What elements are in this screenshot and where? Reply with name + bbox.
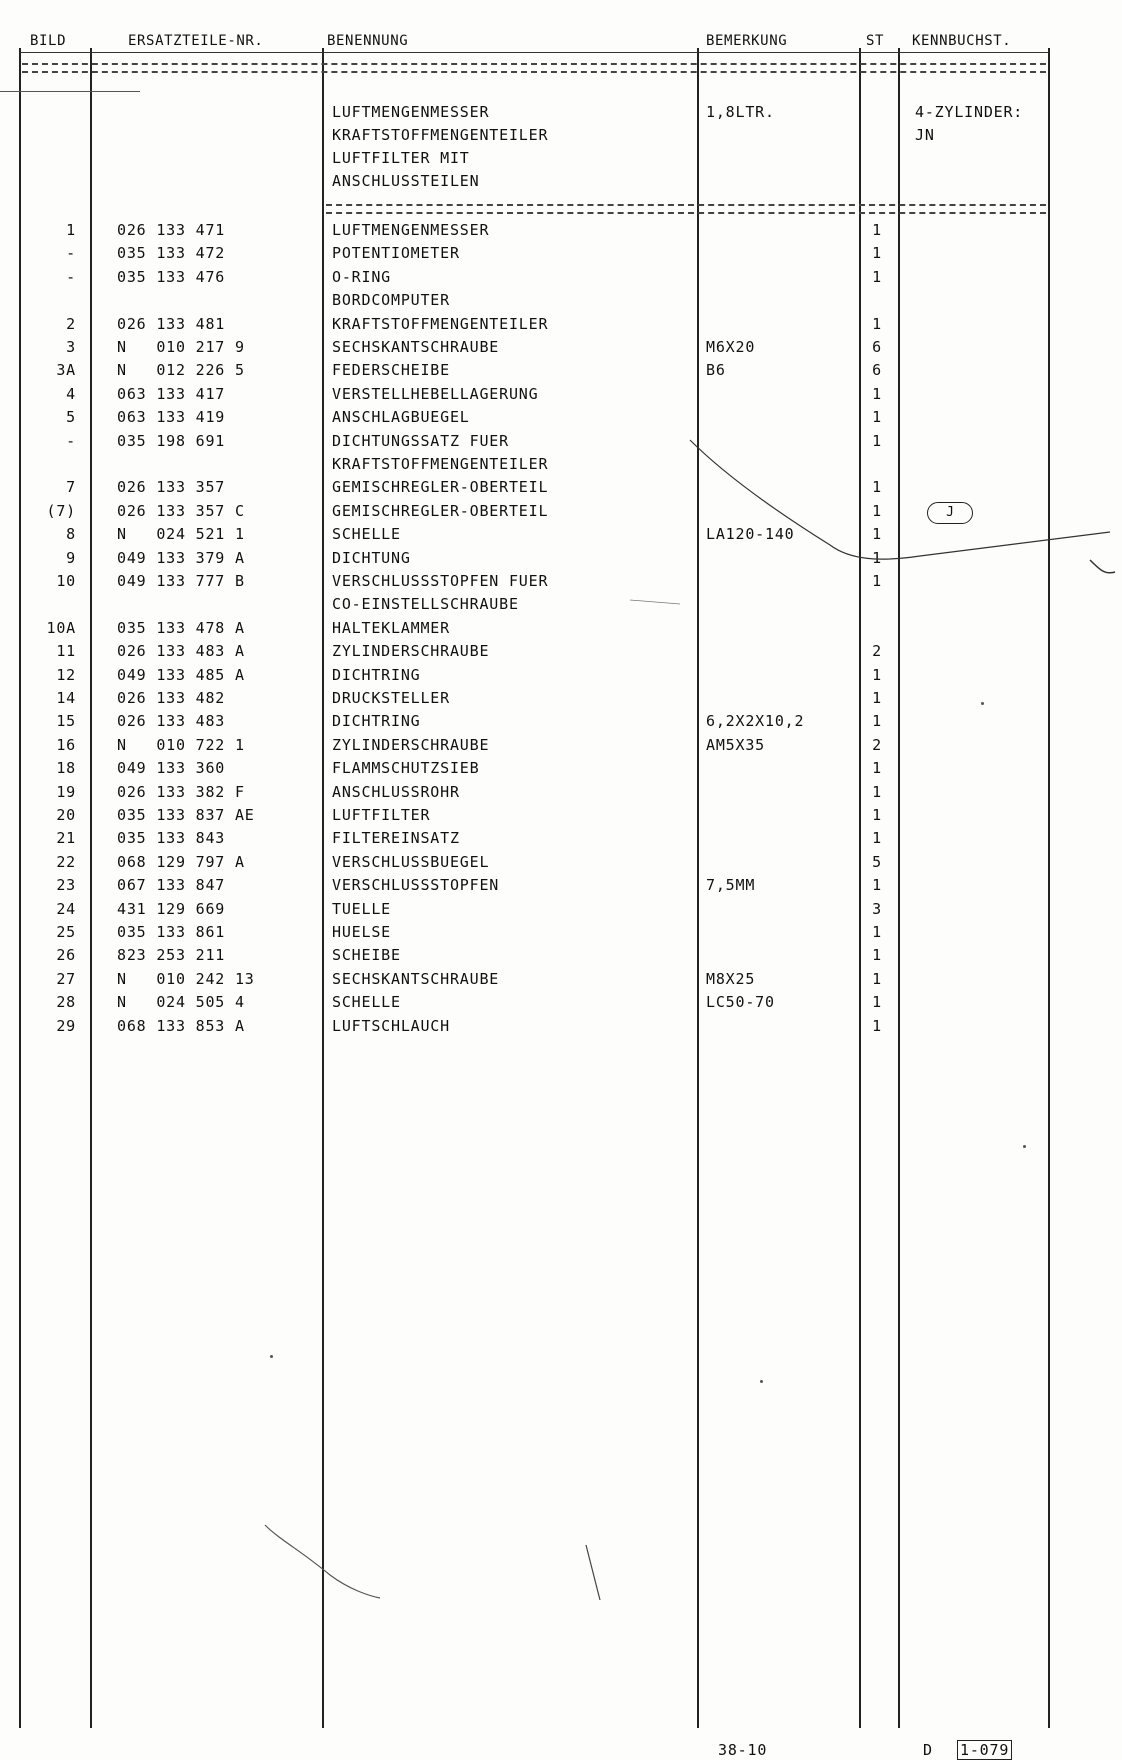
cell-bild: (7)	[46, 501, 76, 520]
scan-speck	[760, 1380, 763, 1383]
cell-part-number: 035 133 472	[117, 244, 226, 263]
cell-st: 1	[872, 408, 882, 427]
cell-st: 1	[872, 665, 882, 684]
cell-bild: -	[66, 267, 76, 286]
cell-bild: 9	[66, 548, 76, 567]
page-code-box	[957, 1741, 1012, 1759]
cell-bemerkung: B6	[706, 361, 726, 380]
section-kenn-line-1: 4-ZYLINDER:	[915, 103, 1024, 121]
cell-benennung: VERSCHLUSSSTOPFEN	[332, 876, 500, 895]
cell-part-number: N 010 217 9	[117, 338, 245, 356]
cell-bild: 10A	[46, 618, 76, 637]
cell-bemerkung: LC50-70	[706, 993, 775, 1012]
cell-bemerkung: 7,5MM	[706, 876, 756, 895]
column-line-bild	[90, 48, 92, 1728]
cell-part-number: N 010 242 13	[117, 969, 255, 988]
cell-st: 1	[872, 1016, 882, 1035]
header-separator	[22, 63, 1046, 65]
cell-benennung: VERSTELLHEBELLAGERUNG	[332, 384, 539, 403]
cell-benennung: GEMISCHREGLER-OBERTEIL	[332, 501, 549, 520]
cell-bild: 7	[66, 478, 76, 497]
cell-st: 1	[872, 314, 882, 333]
cell-part-number: N 024 505 4	[117, 993, 245, 1012]
cell-bild: 18	[56, 759, 76, 778]
cell-bild: 29	[56, 1016, 76, 1035]
cell-bild: 1	[66, 221, 76, 239]
cell-part-number: 049 133 777 B	[117, 572, 245, 590]
cell-st: 1	[872, 244, 882, 263]
cell-benennung: FEDERSCHEIBE	[332, 361, 450, 380]
cell-st: 6	[872, 361, 882, 380]
cell-benennung: ANSCHLUSSROHR	[332, 782, 460, 801]
cell-benennung: ZYLINDERSCHRAUBE	[332, 735, 490, 754]
cell-part-number: 026 133 481	[117, 314, 226, 333]
cell-benennung: KRAFTSTOFFMENGENTEILER	[332, 455, 549, 473]
cell-st: 1	[872, 829, 882, 848]
cell-st: 1	[872, 759, 882, 778]
cell-part-number: 026 133 483	[117, 712, 226, 731]
cell-part-number: 049 133 379 A	[117, 548, 245, 567]
cell-bild: 12	[56, 665, 76, 684]
cell-bild: 20	[56, 806, 76, 824]
cell-part-number: 026 133 357	[117, 478, 226, 497]
language-code: D	[923, 1741, 933, 1759]
cell-st: 1	[872, 267, 882, 286]
cell-bild: 5	[66, 408, 76, 427]
cell-bild: 14	[56, 689, 76, 707]
header-kennbuchst: KENNBUCHST.	[912, 33, 1012, 49]
kennbuchst-marker-j	[927, 502, 973, 524]
cell-part-number: N 012 226 5	[117, 361, 245, 380]
cell-bild: 4	[66, 384, 76, 403]
cell-benennung: GEMISCHREGLER-OBERTEIL	[332, 478, 549, 497]
cell-st: 1	[872, 782, 882, 801]
cell-benennung: LUFTMENGENMESSER	[332, 221, 490, 239]
section-kenn-line-2: JN	[915, 126, 935, 144]
cell-st: 6	[872, 338, 882, 356]
cell-bild: 8	[66, 525, 76, 544]
cell-st: 1	[872, 431, 882, 450]
section-bemerkung: 1,8LTR.	[706, 103, 775, 121]
cell-part-number: 026 133 483 A	[117, 642, 245, 661]
cell-benennung: SCHELLE	[332, 993, 401, 1012]
cell-part-number: 026 133 357 C	[117, 501, 245, 520]
cell-bild: 21	[56, 829, 76, 848]
cell-bild: 11	[56, 642, 76, 661]
cell-benennung: TUELLE	[332, 899, 391, 918]
cell-benennung: SCHELLE	[332, 525, 401, 544]
cell-part-number: 026 133 471	[117, 221, 226, 239]
header-benennung: BENENNUNG	[327, 33, 409, 49]
cell-bild: 3	[66, 338, 76, 356]
cell-st: 1	[872, 876, 882, 895]
cell-part-number: 035 133 837 AE	[117, 806, 255, 824]
column-line-benennung	[697, 48, 699, 1728]
cell-part-number: 035 133 476	[117, 267, 226, 286]
cell-st: 1	[872, 712, 882, 731]
marker-letter: J	[946, 504, 954, 520]
cell-part-number: N 024 521 1	[117, 525, 245, 544]
scan-mark-line	[0, 91, 140, 92]
header-bemerkung: BEMERKUNG	[706, 33, 788, 49]
cell-part-number: 035 133 843	[117, 829, 226, 848]
cell-part-number: 068 133 853 A	[117, 1016, 245, 1035]
section-title-line-3: LUFTFILTER MIT	[332, 149, 470, 167]
header-st: ST	[866, 33, 885, 49]
cell-benennung: DICHTUNG	[332, 548, 411, 567]
column-line-nr	[322, 48, 324, 1728]
cell-benennung: FILTEREINSATZ	[332, 829, 460, 848]
section-title-line-1: LUFTMENGENMESSER	[332, 103, 490, 121]
cell-benennung: DICHTRING	[332, 665, 421, 684]
cell-benennung: CO-EINSTELLSCHRAUBE	[332, 595, 519, 614]
section-title-line-2: KRAFTSTOFFMENGENTEILER	[332, 126, 549, 144]
cell-bemerkung: LA120-140	[706, 525, 795, 544]
column-line-right	[1048, 48, 1050, 1728]
cell-bemerkung: M8X25	[706, 969, 756, 988]
cell-bild: 28	[56, 993, 76, 1012]
cell-benennung: KRAFTSTOFFMENGENTEILER	[332, 314, 549, 333]
cell-benennung: DICHTRING	[332, 712, 421, 731]
header-bild: BILD	[30, 33, 67, 49]
cell-st: 1	[872, 572, 882, 590]
cell-st: 5	[872, 852, 882, 871]
cell-bild: -	[66, 244, 76, 263]
cell-bild: 3A	[56, 361, 76, 380]
cell-benennung: SECHSKANTSCHRAUBE	[332, 969, 500, 988]
cell-bild: 27	[56, 969, 76, 988]
cell-bild: 26	[56, 946, 76, 965]
cell-benennung: SECHSKANTSCHRAUBE	[332, 338, 500, 356]
section-separator-2	[326, 212, 1046, 214]
scan-speck	[270, 1355, 273, 1358]
cell-benennung: HALTEKLAMMER	[332, 618, 450, 637]
cell-st: 1	[872, 689, 882, 707]
section-title-line-4: ANSCHLUSSTEILEN	[332, 172, 480, 190]
cell-part-number: 026 133 382 F	[117, 782, 245, 801]
cell-part-number: 049 133 360	[117, 759, 226, 778]
cell-part-number: 026 133 482	[117, 689, 226, 707]
cell-st: 1	[872, 806, 882, 824]
cell-benennung: O-RING	[332, 267, 391, 286]
cell-bild: 23	[56, 876, 76, 895]
cell-part-number: 035 133 861	[117, 923, 226, 941]
cell-bild: 10	[56, 572, 76, 590]
cell-st: 2	[872, 642, 882, 661]
cell-st: 1	[872, 946, 882, 965]
cell-part-number: N 010 722 1	[117, 735, 245, 754]
cell-st: 1	[872, 501, 882, 520]
cell-st: 1	[872, 384, 882, 403]
scan-speck	[981, 702, 984, 705]
cell-part-number: 823 253 211	[117, 946, 226, 965]
cell-bild: 2	[66, 314, 76, 333]
section-separator	[326, 204, 1046, 206]
cell-bemerkung: M6X20	[706, 338, 756, 356]
cell-bild: 24	[56, 899, 76, 918]
cell-st: 1	[872, 969, 882, 988]
cell-bild: 16	[56, 735, 76, 754]
cell-bemerkung: AM5X35	[706, 735, 765, 754]
cell-benennung: FLAMMSCHUTZSIEB	[332, 759, 480, 778]
column-line-st	[898, 48, 900, 1728]
cell-benennung: HUELSE	[332, 923, 391, 941]
cell-part-number: 067 133 847	[117, 876, 226, 895]
cell-st: 1	[872, 993, 882, 1012]
cell-bild: -	[66, 431, 76, 450]
cell-benennung: VERSCHLUSSSTOPFEN FUER	[332, 572, 549, 590]
header-ersatzteile-nr: ERSATZTEILE-NR.	[128, 33, 264, 49]
cell-part-number: 063 133 417	[117, 384, 226, 403]
cell-st: 2	[872, 735, 882, 754]
cell-bild: 22	[56, 852, 76, 871]
cell-part-number: 049 133 485 A	[117, 665, 245, 684]
page-reference: 38-10	[718, 1741, 768, 1759]
cell-part-number: 068 129 797 A	[117, 852, 245, 871]
header-underline	[19, 52, 1049, 53]
scan-speck	[1023, 1145, 1026, 1148]
cell-st: 1	[872, 548, 882, 567]
cell-part-number: 431 129 669	[117, 899, 226, 918]
page-code: 1-079	[957, 1740, 1012, 1760]
cell-bild: 19	[56, 782, 76, 801]
cell-part-number: 035 198 691	[117, 431, 226, 450]
cell-benennung: ANSCHLAGBUEGEL	[332, 408, 470, 427]
cell-benennung: POTENTIOMETER	[332, 244, 460, 263]
cell-st: 1	[872, 923, 882, 941]
cell-bemerkung: 6,2X2X10,2	[706, 712, 805, 731]
cell-benennung: DRUCKSTELLER	[332, 689, 450, 707]
cell-bild: 15	[56, 712, 76, 731]
cell-benennung: SCHEIBE	[332, 946, 401, 965]
cell-st: 3	[872, 899, 882, 918]
cell-benennung: ZYLINDERSCHRAUBE	[332, 642, 490, 661]
cell-st: 1	[872, 525, 882, 544]
cell-st: 1	[872, 221, 882, 239]
cell-bild: 25	[56, 923, 76, 941]
cell-benennung: DICHTUNGSSATZ FUER	[332, 431, 509, 450]
cell-benennung: LUFTSCHLAUCH	[332, 1016, 450, 1035]
cell-benennung: BORDCOMPUTER	[332, 291, 450, 310]
cell-part-number: 063 133 419	[117, 408, 226, 427]
cell-benennung: LUFTFILTER	[332, 806, 431, 824]
cell-part-number: 035 133 478 A	[117, 618, 245, 637]
cell-benennung: VERSCHLUSSBUEGEL	[332, 852, 490, 871]
cell-st: 1	[872, 478, 882, 497]
header-separator-2	[22, 71, 1046, 73]
